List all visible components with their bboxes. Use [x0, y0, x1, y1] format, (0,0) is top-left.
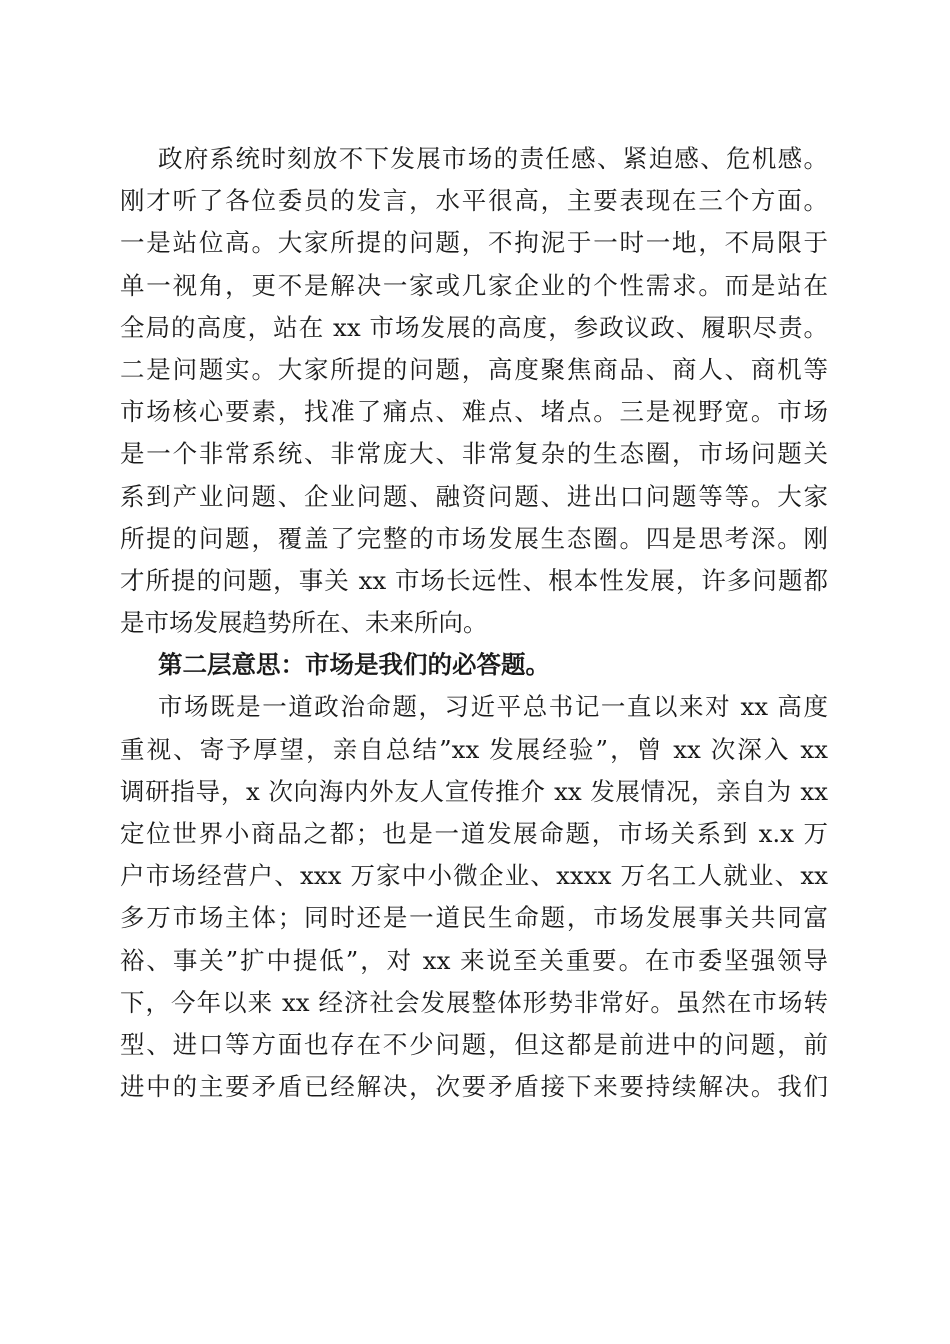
- text-line: 是一个非常系统、非常庞大、非常复杂的生态圈，市场问题关: [120, 439, 828, 469]
- text-line: 二是问题实。大家所提的问题，高度聚焦商品、商人、商机等: [120, 354, 828, 384]
- text-line: 进中的主要矛盾已经解决，次要矛盾接下来要持续解决。我们: [120, 1072, 828, 1102]
- text-line: 多万市场主体；同时还是一道民生命题，市场发展事关共同富: [120, 903, 828, 933]
- text-line: 市场核心要素，找准了痛点、难点、堵点。三是视野宽。市场: [120, 397, 828, 427]
- text-line: 户市场经营户、xxx 万家中小微企业、xxxx 万名工人就业、xx: [120, 861, 828, 891]
- paragraph-1: [120, 138, 828, 644]
- text-line: 定位世界小商品之都；也是一道发展命题，市场关系到 x.x 万: [120, 819, 828, 848]
- text-line: 一是站位高。大家所提的问题，不拘泥于一时一地，不局限于: [120, 228, 828, 258]
- text-line: 单一视角，更不是解决一家或几家企业的个性需求。而是站在: [120, 270, 828, 300]
- text-line: 调研指导，x 次向海内外友人宣传推介 xx 发展情况，亲自为 xx: [120, 776, 828, 806]
- paragraph-2: [120, 686, 828, 1108]
- text-line: 刚才听了各位委员的发言，水平很高，主要表现在三个方面。: [120, 186, 828, 216]
- text-line: 市场既是一道政治命题，习近平总书记一直以来对 xx 高度: [158, 692, 828, 722]
- text-line: 系到产业问题、企业问题、融资问题、进出口问题等等。大家: [120, 481, 828, 511]
- text-line: 全局的高度，站在 xx 市场发展的高度，参政议政、履职尽责。: [120, 312, 828, 342]
- text-line: 政府系统时刻放不下发展市场的责任感、紧迫感、危机感。: [158, 144, 828, 173]
- document-body: [120, 138, 828, 1108]
- text-line: 型、进口等方面也存在不少问题，但这都是前进中的问题，前: [120, 1029, 828, 1059]
- text-line: 下，今年以来 xx 经济社会发展整体形势非常好。虽然在市场转: [120, 987, 828, 1017]
- text-line: 才所提的问题，事关 xx 市场长远性、根本性发展，许多问题都: [120, 565, 828, 595]
- text-line: 是市场发展趋势所在、未来所向。: [120, 608, 488, 638]
- text-line: 重视、寄予厚望，亲自总结”xx 发展经验”，曾 xx 次深入 xx: [120, 734, 828, 764]
- text-line: 所提的问题，覆盖了完整的市场发展生态圈。四是思考深。刚: [120, 523, 828, 553]
- text-line: 裕、事关”扩中提低”，对 xx 来说至关重要。在市委坚强领导: [120, 945, 828, 975]
- section-heading: 第二层意思：市场是我们的必答题。: [158, 650, 550, 680]
